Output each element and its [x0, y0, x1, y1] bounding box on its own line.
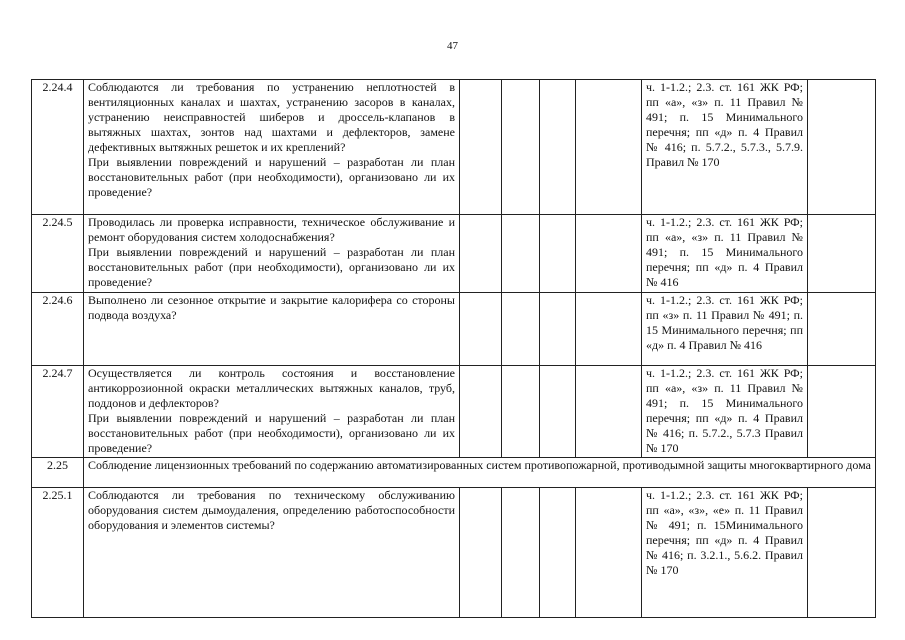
- question-text: Соблюдаются ли требования по устранению неплотностей в вентиляционных каналах и шахтах, устранению засоров в каналах, устранению неисправностей шиберов и дроссель-клапанов в вытяжных шахтах, зонтов над шахтами и дефлекторов, замене дефективных вытяжных решеток и их креплений?: [88, 80, 455, 154]
- question-text: Проводилась ли проверка исправности, техническое обслуживание и ремонт оборудования систем холодоснабжения?: [88, 215, 455, 244]
- question-cell: [84, 366, 460, 458]
- item-number: 2.24.4: [32, 80, 84, 215]
- notes-cell: [808, 488, 876, 618]
- answer-na-cell: [540, 215, 576, 293]
- question-cell: [84, 215, 460, 293]
- legal-reference: ч. 1-1.2.; 2.3. ст. 161 ЖК РФ; пп «з» п. 11 Правил № 491; п. 15 Минимального перечня; пп «д» п. 4 Правил № 416: [642, 293, 808, 366]
- answer-yes-cell: [460, 488, 502, 618]
- legal-reference: ч. 1-1.2.; 2.3. ст. 161 ЖК РФ; пп «а», «з», «е» п. 11 Правил № 491; п. 15Минимального перечня; пп «д» п. 4 Правил № 416; п. 3.2.1., 5.6.2. Правил № 170: [642, 488, 808, 618]
- question-text: Соблюдаются ли требования по техническому обслуживанию оборудования систем дымоудаления, определению работоспособности оборудования и элементов системы?: [88, 488, 455, 532]
- question-followup: При выявлении повреждений и нарушений – разработан ли план восстановительных работ (при необходимости), организовано ли их проведение?: [88, 245, 455, 289]
- section-title: Соблюдение лицензионных требований по содержанию автоматизированных систем противопожарной, противодымной защиты многоквартирного дома: [84, 458, 876, 488]
- item-number: 2.24.6: [32, 293, 84, 366]
- section-header-row: [32, 458, 876, 488]
- answer-yes-cell: [460, 215, 502, 293]
- item-number: 2.25.1: [32, 488, 84, 618]
- answer-na-cell: [540, 293, 576, 366]
- legal-reference: ч. 1-1.2.; 2.3. ст. 161 ЖК РФ; пп «а», «з» п. 11 Правил № 491; п. 15 Минимального перечня; пп «д» п. 4 Правил № 416; п. 5.7.2., 5.7.3 Правил № 170: [642, 366, 808, 458]
- notes-cell: [808, 366, 876, 458]
- answer-na-cell: [540, 80, 576, 215]
- item-number: 2.24.5: [32, 215, 84, 293]
- question-text: Осуществляется ли контроль состояния и восстановление антикоррозионной окраски металлических вытяжных каналов, труб, поддонов и дефлекторов?: [88, 366, 455, 410]
- answer-no-cell: [502, 488, 540, 618]
- answer-no-cell: [502, 293, 540, 366]
- question-cell: [84, 488, 460, 618]
- section-number: 2.25: [32, 458, 84, 488]
- table-row: [32, 80, 876, 215]
- question-followup: При выявлении повреждений и нарушений – разработан ли план восстановительных работ (при необходимости), организовано ли их проведение?: [88, 155, 455, 199]
- question-cell: [84, 293, 460, 366]
- answer-blank-cell: [576, 488, 642, 618]
- table-row: [32, 488, 876, 618]
- answer-blank-cell: [576, 366, 642, 458]
- answer-yes-cell: [460, 80, 502, 215]
- answer-na-cell: [540, 366, 576, 458]
- item-number: 2.24.7: [32, 366, 84, 458]
- answer-no-cell: [502, 366, 540, 458]
- answer-no-cell: [502, 80, 540, 215]
- legal-reference: ч. 1-1.2.; 2.3. ст. 161 ЖК РФ; пп «а», «з» п. 11 Правил № 491; п. 15 Минимального перечня; пп «д» п. 4 Правил № 416: [642, 215, 808, 293]
- answer-no-cell: [502, 215, 540, 293]
- answer-blank-cell: [576, 293, 642, 366]
- table-row: [32, 293, 876, 366]
- notes-cell: [808, 293, 876, 366]
- answer-blank-cell: [576, 80, 642, 215]
- answer-yes-cell: [460, 366, 502, 458]
- answer-na-cell: [540, 488, 576, 618]
- answer-blank-cell: [576, 215, 642, 293]
- table-row: [32, 215, 876, 293]
- question-followup: При выявлении повреждений и нарушений – разработан ли план восстановительных работ (при необходимости), организовано ли их проведение?: [88, 411, 455, 455]
- question-cell: [84, 80, 460, 215]
- notes-cell: [808, 80, 876, 215]
- notes-cell: [808, 215, 876, 293]
- legal-reference: ч. 1-1.2.; 2.3. ст. 161 ЖК РФ; пп «а», «з» п. 11 Правил № 491; п. 15 Минимального перечня; пп «д» п. 4 Правил № 416; п. 5.7.2., 5.7.3., 5.7.9. Правил № 170: [642, 80, 808, 215]
- answer-yes-cell: [460, 293, 502, 366]
- page-number: 47: [447, 40, 458, 52]
- question-text: Выполнено ли сезонное открытие и закрытие калорифера со стороны подвода воздуха?: [88, 293, 455, 322]
- table-row: [32, 366, 876, 458]
- checklist-table: [31, 79, 876, 618]
